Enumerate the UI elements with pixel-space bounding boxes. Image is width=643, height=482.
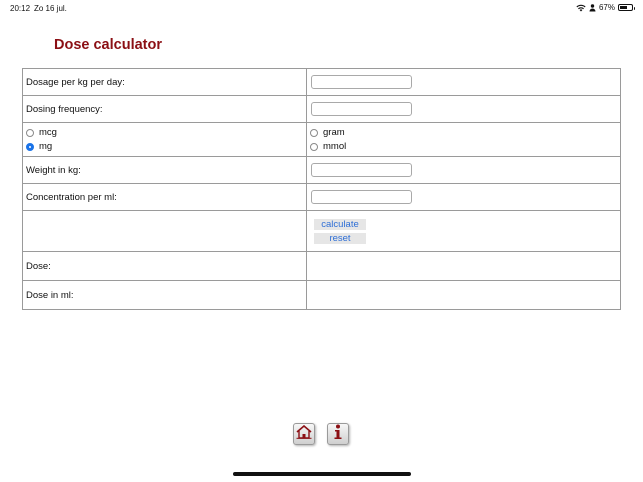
bottom-nav [293,423,349,445]
radio-option-mg[interactable] [26,140,303,154]
radio-label-gram: gram [323,127,345,138]
radio-option-mcg[interactable] [26,126,303,140]
radio-gram[interactable] [310,129,318,137]
dosage-input[interactable] [311,75,412,89]
frequency-cell [307,96,621,123]
dosage-cell [307,69,621,96]
battery-icon [618,4,633,11]
radio-option-mmol[interactable] [310,140,617,154]
reset-button[interactable]: reset [314,233,366,244]
page-title: Dose calculator [54,37,162,53]
home-indicator[interactable] [233,472,411,476]
radio-mg[interactable] [26,143,34,151]
weight-cell [307,157,621,184]
form-row-dose [23,252,621,281]
info-icon [333,424,343,445]
status-indicators [576,3,633,12]
form-row-weight [23,157,621,184]
units-left-cell [23,123,307,157]
radio-label-mg: mg [39,141,53,152]
status-time: 20:12 [10,4,31,13]
dose-result [307,252,621,281]
weight-input[interactable] [311,163,412,177]
battery-percent: 67% [598,3,615,12]
actions-empty-cell [23,211,307,252]
form-row-concentration [23,184,621,211]
weight-label: Weight in kg: [23,157,307,184]
lock-icon [589,4,596,12]
radio-mmol[interactable] [310,143,318,151]
concentration-cell [307,184,621,211]
home-icon [296,425,312,444]
form-row-units [23,123,621,157]
dosage-label: Dosage per kg per day: [23,69,307,96]
radio-mcg[interactable] [26,129,34,137]
battery-level [620,6,627,9]
form-row-dose-ml [23,281,621,310]
frequency-input[interactable] [311,102,412,116]
actions-cell [307,211,621,252]
dose-form-table [22,68,621,310]
calculate-button[interactable]: calculate [314,219,366,230]
radio-option-gram[interactable] [310,126,617,140]
wifi-icon [576,4,586,12]
home-button[interactable] [293,423,315,445]
form-row-frequency [23,96,621,123]
status-date: Zo 16 jul. [34,4,67,13]
frequency-label: Dosing frequency: [23,96,307,123]
units-right-cell [307,123,621,157]
info-button[interactable] [327,423,349,445]
dose-ml-label: Dose in ml: [23,281,307,310]
dose-label: Dose: [23,252,307,281]
radio-label-mmol: mmol [323,141,347,152]
concentration-input[interactable] [311,190,412,204]
form-row-dosage [23,69,621,96]
concentration-label: Concentration per ml: [23,184,307,211]
radio-label-mcg: mcg [39,127,57,138]
form-row-actions [23,211,621,252]
status-bar [0,0,643,16]
dose-ml-result [307,281,621,310]
